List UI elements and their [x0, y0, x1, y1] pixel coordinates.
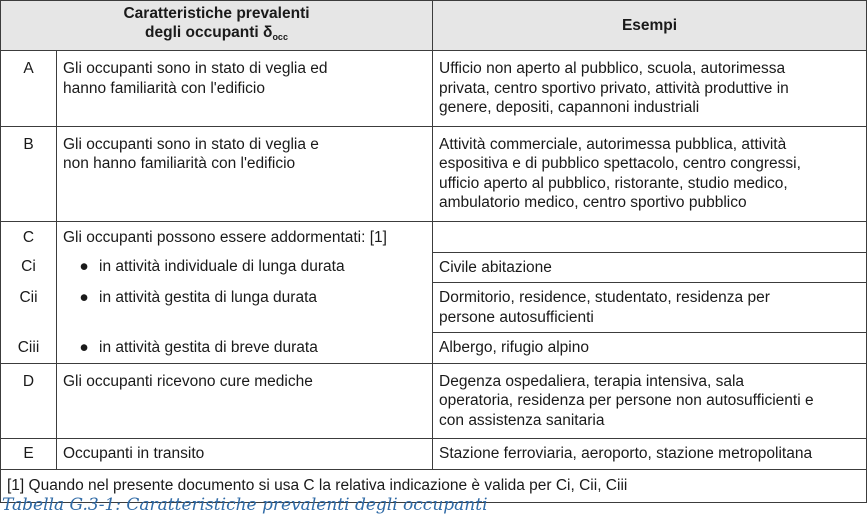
row-examples-line: Ufficio non aperto al pubblico, scuola, autorimessa: [439, 60, 786, 77]
row-examples-line: privata, centro sportivo privato, attività produttive in: [439, 79, 789, 97]
row-examples-line: espositiva e di pubblico spettacolo, centro congressi,: [439, 155, 801, 172]
row-description: [57, 252, 433, 283]
row-description-text: in attività gestita di breve durata: [99, 338, 318, 356]
table-caption: Tabella G.3-1: Caratteristiche prevalenti degli occupanti: [2, 495, 488, 515]
table-header-row: [1, 1, 867, 51]
row-description: [57, 333, 433, 364]
row-examples-line: Dormitorio, residence, studentato, residenza per: [439, 289, 770, 306]
table-row: [1, 439, 867, 470]
row-examples: Albergo, rifugio alpino: [433, 333, 867, 364]
row-description-line: hanno familiarità con l'edificio: [63, 79, 265, 97]
row-code: Ciii: [1, 333, 57, 364]
row-examples-line: Degenza ospedaliera, terapia intensiva, sala: [439, 372, 745, 390]
row-examples-line: operatoria, residenza per persone non autosufficienti e: [439, 392, 814, 409]
header-characteristics: [1, 1, 433, 51]
bullet-icon: ●: [79, 288, 89, 306]
row-examples: [433, 283, 867, 333]
row-examples: Civile abitazione: [433, 252, 867, 283]
row-examples: [433, 363, 867, 439]
row-examples-line: persone autosufficienti: [439, 308, 594, 326]
table-row: [1, 51, 867, 127]
table-row: [1, 126, 867, 221]
row-code: Cii: [1, 283, 57, 333]
row-code: D: [1, 363, 57, 439]
row-code: Ci: [1, 252, 57, 283]
row-description-line: Gli occupanti sono in stato di veglia e: [63, 135, 319, 153]
row-examples: [433, 51, 867, 127]
row-description-text: in attività individuale di lunga durata: [99, 258, 345, 275]
row-code: A: [1, 51, 57, 127]
row-description: [57, 126, 433, 221]
header-characteristics-line1: Caratteristiche prevalenti: [123, 4, 310, 22]
bullet-icon: ●: [79, 258, 89, 275]
header-examples: Esempi: [433, 1, 867, 51]
row-examples-line: genere, depositi, capannoni industriali: [439, 99, 700, 116]
row-examples-line: ambulatorio medico, centro sportivo pubblico: [439, 194, 747, 211]
row-code: E: [1, 439, 57, 470]
row-description: [57, 283, 433, 333]
header-characteristics-line2: degli occupanti δ: [145, 24, 273, 41]
row-description-line: non hanno familiarità con l'edificio: [63, 155, 296, 172]
bullet-icon: ●: [79, 338, 89, 356]
row-description-text: in attività gestita di lunga durata: [99, 288, 317, 306]
row-examples-line: con assistenza sanitaria: [439, 411, 605, 429]
row-code: B: [1, 126, 57, 221]
table-row: [1, 333, 867, 364]
table-row: [1, 283, 867, 333]
row-description: [57, 51, 433, 127]
row-description-line: Gli occupanti sono in stato di veglia ed: [63, 60, 328, 77]
table-row: [1, 363, 867, 439]
row-code: C: [1, 221, 57, 252]
footnote: [1] Quando nel presente documento si usa C la relativa indicazione è valida per Ci, Cii, Ciii: [1, 469, 867, 503]
row-examples-line: Attività commerciale, autorimessa pubblica, attività: [439, 135, 787, 153]
row-description: Gli occupanti possono essere addormentati: [1]: [57, 221, 433, 252]
row-description: Occupanti in transito: [57, 439, 433, 470]
header-subscript: occ: [272, 32, 288, 42]
row-examples: Stazione ferroviaria, aeroporto, stazione metropolitana: [433, 439, 867, 470]
row-examples: [433, 126, 867, 221]
row-description: Gli occupanti ricevono cure mediche: [57, 363, 433, 439]
row-examples-line: ufficio aperto al pubblico, ristorante, studio medico,: [439, 174, 788, 192]
table-row: [1, 252, 867, 283]
row-examples: [433, 221, 867, 252]
table-row: [1, 221, 867, 252]
